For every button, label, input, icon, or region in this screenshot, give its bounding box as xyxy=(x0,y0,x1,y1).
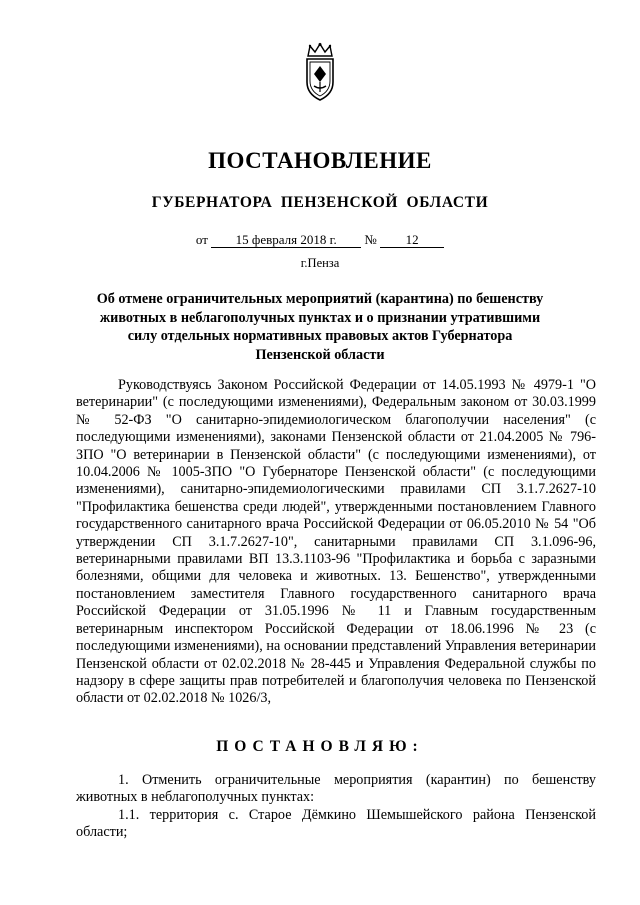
coat-of-arms-icon xyxy=(300,42,340,102)
decree-word: ПОСТАНОВЛЯЮ: xyxy=(216,738,424,755)
decree-items xyxy=(76,772,596,842)
item-1: 1. Отменить ограничительные мероприятия (карантин) по бешенству животных в неблагополучных пунктах: xyxy=(76,772,596,806)
item-1-1: 1.1. территория с. Старое Дёмкино Шемышейского района Пензенской области; xyxy=(76,806,596,841)
date-prefix: от xyxy=(195,232,208,247)
number-prefix: № xyxy=(364,232,377,247)
document-date: 15 февраля 2018 г. xyxy=(211,233,361,248)
document-issuer: ГУБЕРНАТОРА ПЕНЗЕНСКОЙ ОБЛАСТИ xyxy=(151,194,489,211)
document-heading: Об отмене ограничительных мероприятий (карантина) по бешенству животных в неблагополучных пунктах и о признании утратившими силу отдельных нормативных правовых актов Губернатора Пензенской области xyxy=(96,291,544,363)
preamble-paragraph: Руководствуясь Законом Российской Федерации от 14.05.1993 № 4979-1 "О ветеринарии" (с последующими изменениями), Федеральным законом от 30.03.1999 № 52-ФЗ "О санитарно-эпидемиологическом благополучии населения" (с последующими изменениями), законами Пензенской области от 21.04.2005 № 796-ЗПО "О ветеринарии в Пензенской области" (с последующими изменениями), от 10.04.2006 № 1005-ЗПО "О Губернаторе Пензенской области" (с последующими изменениями), санитарно-эпидемиологическими правилами СП 3.1.7.2627-10 "Профилактика бешенства среди людей", утвержденными постановлением Главного государственного санитарного врача Российской Федерации от 06.05.2010 № 54 "Об утверждении СП 3.1.7.2627-10", санитарными правилами СП 3.1.096-96, ветеринарными правилами ВП 13.3.1103-96 "Профилактика и борьба с заразными болезнями, общими для человека и животных. 13. Бешенство", утвержденными постановлением заместителя Главного государственного санитарного врача Российской Федерации от 31.05.1996 № 11 и Главным государственным ветеринарным инспектором Российской Федерации от 18.06.1996 № 23 (с последующими изменениями), на основании представлений Управления ветеринарии Пензенской области от 02.02.2018 № 28-445 и Управления Федеральной службы по надзору в сфере защиты прав потребителей и благополучия человека по Пензенской области от 02.02.2018 № 1026/3, xyxy=(76,377,596,707)
date-number-line xyxy=(0,232,640,248)
preamble xyxy=(76,377,596,708)
document-title: ПОСТАНОВЛЕНИЕ xyxy=(208,148,432,173)
document-city: г.Пенза xyxy=(300,256,340,270)
document-number: 12 xyxy=(380,233,444,248)
